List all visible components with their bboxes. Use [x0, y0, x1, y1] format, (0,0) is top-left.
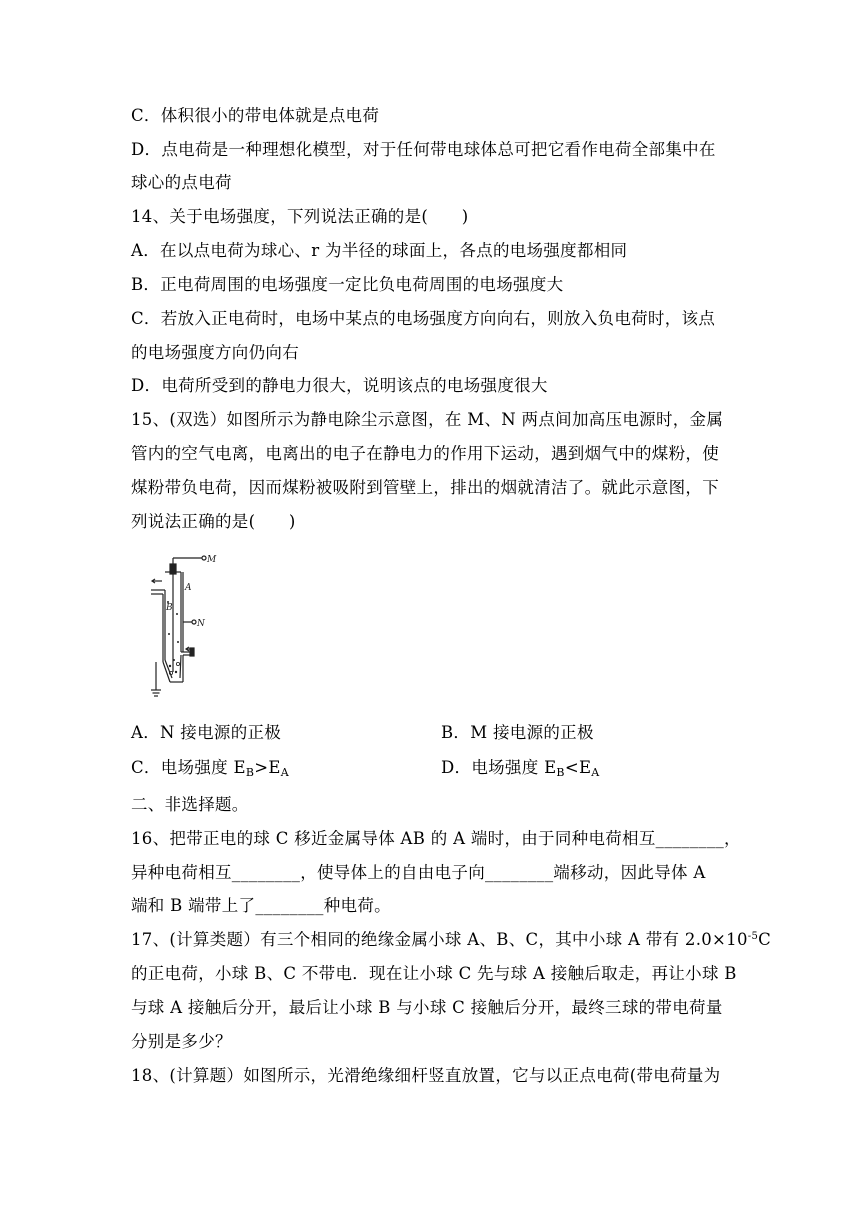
q18-line1: 18、(计算题）如图所示，光滑绝缘细杆竖直放置，它与以正点电荷(带电荷量为 — [131, 1066, 721, 1085]
q13-option-c: C．体积很小的带电体就是点电荷 — [131, 106, 380, 125]
q14-stem: 14、关于电场强度，下列说法正确的是( ) — [131, 207, 469, 226]
q17-line4: 分别是多少？ — [131, 1032, 232, 1051]
figure-label-n: N — [197, 619, 205, 629]
figure-label-a: A — [185, 583, 192, 593]
q14-option-d: D．电荷所受到的静电力很大，说明该点的电场强度很大 — [131, 376, 548, 395]
q15-option-b: B．M 接电源的正极 — [441, 723, 594, 742]
q15-option-c: C．电场强度 $E_B>E_A$ — [131, 758, 289, 779]
q14-option-c-line2: 的电场强度方向仍向右 — [131, 343, 299, 362]
q13-option-d-line1: D．点电荷是一种理想化模型，对于任何带电球体总可把它看作电荷全部集中在 — [131, 140, 716, 159]
q15-stem-line2: 管内的空气电离，电离出的电子在静电力的作用下运动，遇到烟气中的煤粉，使 — [131, 444, 719, 463]
figure-label-m: M — [207, 555, 217, 565]
q14-option-a: A．在以点电荷为球心、r 为半径的球面上，各点的电场强度都相同 — [131, 241, 628, 260]
q15-option-d: D．电场强度 $E_B<E_A$ — [441, 758, 600, 779]
q15-option-a: A．N 接电源的正极 — [131, 723, 282, 742]
section2-heading: 二、非选择题。 — [131, 795, 249, 814]
q17-line3: 与球 A 接触后分开，最后让小球 B 与小球 C 接触后分开，最终三球的带电荷量 — [131, 998, 723, 1017]
q16-line1: 16、把带正电的球 C 移近金属导体 AB 的 A 端时，由于同种电荷相互________， — [131, 829, 741, 848]
figure-label-b: B — [166, 603, 173, 613]
q17-line1: 17、(计算类题）有三个相同的绝缘金属小球 A、B、C，其中小球 A 带有 $2.0\times 10^{-5}C$ — [131, 930, 772, 949]
q16-line2: 异种电荷相互________，使导体上的自由电子向________端移动，因此导体 A — [131, 863, 706, 882]
q17-line2: 的正电荷，小球 B、C 不带电．现在让小球 C 先与球 A 接触后取走，再让小球 B — [131, 964, 737, 983]
q13-option-d-line2: 球心的点电荷 — [131, 173, 232, 192]
q16-line3: 端和 B 端带上了________种电荷。 — [131, 896, 391, 915]
q15-stem-line1: 15、(双选）如图所示为静电除尘示意图，在 M、N 两点间加高压电源时，金属 — [131, 410, 724, 429]
q15-stem-line3: 煤粉带负电荷，因而煤粉被吸附到管壁上，排出的烟就清洁了。就此示意图，下 — [131, 478, 719, 497]
q14-option-c-line1: C．若放入正电荷时，电场中某点的电场强度方向向右，则放入负电荷时，该点 — [131, 309, 716, 328]
q15-stem-line4: 列说法正确的是( ) — [131, 512, 296, 531]
q14-option-b: B．正电荷周围的电场强度一定比负电荷周围的电场强度大 — [131, 275, 564, 294]
electrostatic-precipitator-diagram — [140, 552, 220, 702]
